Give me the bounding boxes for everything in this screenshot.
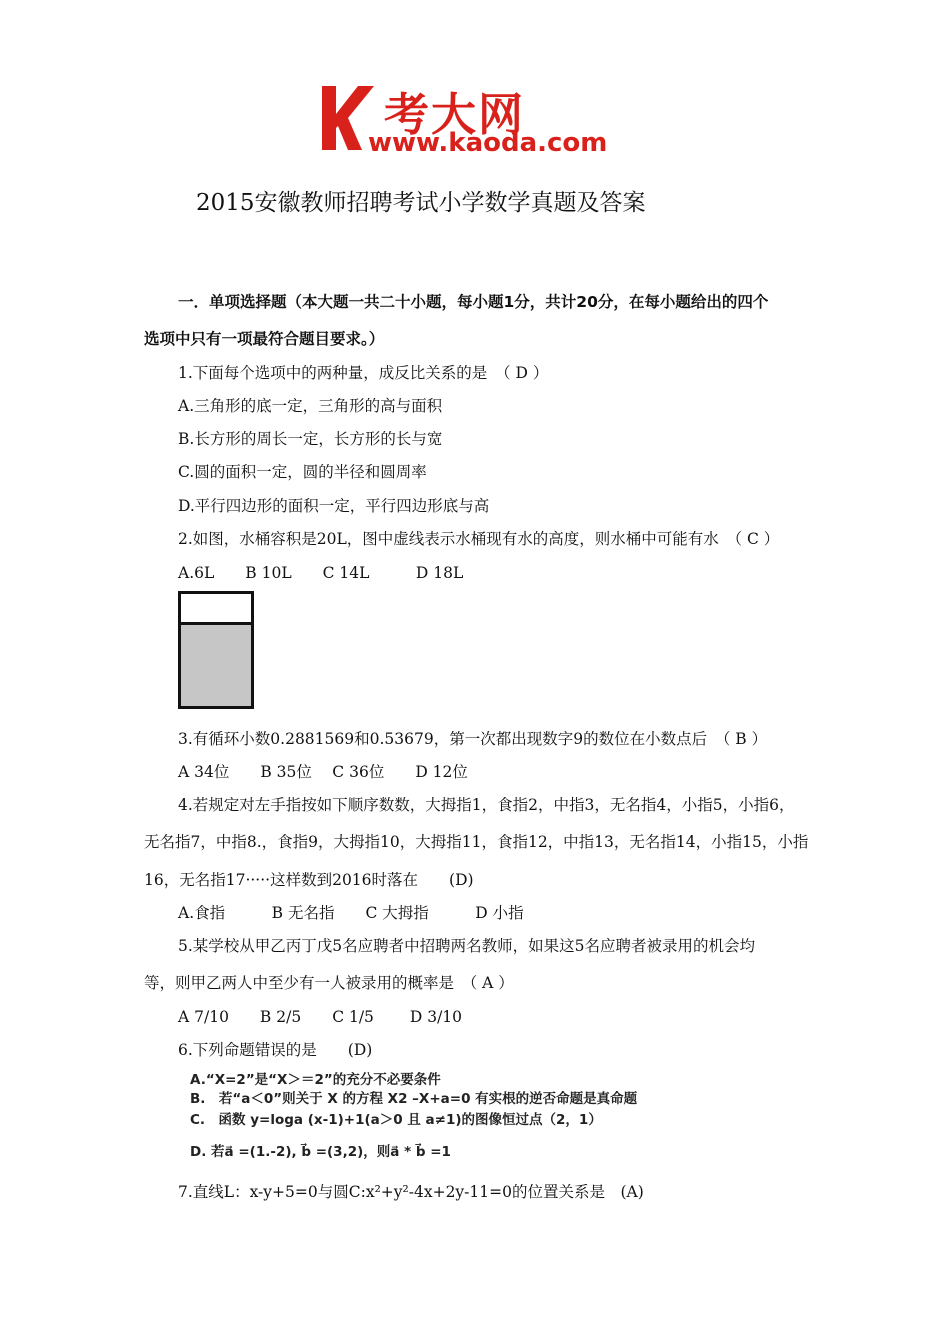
q1-option-b: B.长方形的周长一定，长方形的长与宽 [178,430,443,448]
q5-line1: 5.某学校从甲乙丙丁戊5名应聘者中招聘两名教师，如果这5名应聘者被录用的机会均 [178,937,756,955]
section-heading-line2: 选项中只有一项最符合题目要求。） [144,330,385,348]
q3-options: A 34位 B 35位 C 36位 D 12位 [178,763,468,781]
q2-stem: 2.如图，水桶容积是20L，图中虚线表示水桶现有水的高度，则水桶中可能有水 （ C ） [178,530,780,548]
q6-option-b: B. 若“a＜0”则关于 X 的方程 X2 –X+a=0 有实根的逆否命题是真命题 [190,1091,638,1107]
kaoda-logo [318,80,640,160]
q5-line2: 等，则甲乙两人中至少有一人被录用的概率是 （ A ） [144,974,514,992]
q6-option-d: D. 若a⃗ =(1.-2), b⃗ =(3,2)，则a⃗ * b⃗ =1 [190,1144,451,1160]
page-title: 2015安徽教师招聘考试小学数学真题及答案 [196,190,646,216]
logo-brand-text: 考大网 [384,88,526,141]
q1-stem: 1.下面每个选项中的两种量，成反比关系的是 （ D ） [178,364,549,382]
q1-option-a: A.三角形的底一定，三角形的高与面积 [178,397,443,415]
q6-option-c: C. 函数 y=loga (x-1)+1(a＞0 且 a≠1)的图像恒过点（2，1） [190,1112,602,1128]
bucket-water-level [181,622,251,706]
q4-options: A.食指 B 无名指 C 大拇指 D 小指 [178,904,524,922]
logo-url-text: www.kaoda.com [368,128,608,158]
q5-options: A 7/10 B 2/5 C 1/5 D 3/10 [178,1008,463,1026]
water-bucket-figure [178,591,254,709]
q2-options: A.6L B 10L C 14L D 18L [178,564,464,582]
q7-stem: 7.直线L：x-y+5=0与圆C:x²+y²-4x+2y-11=0的位置关系是 (A) [178,1183,644,1201]
q1-option-c: C.圆的面积一定，圆的半径和圆周率 [178,463,427,481]
section-heading-line1: 一．单项选择题（本大题一共二十小题，每小题1分，共计20分，在每小题给出的四个 [178,293,769,311]
q3-stem: 3.有循环小数0.2881569和0.53679，第一次都出现数字9的数位在小数点后 （ B ） [178,730,768,748]
q1-option-d: D.平行四边形的面积一定，平行四边形底与高 [178,497,490,515]
q6-option-a: A.“X=2”是“X＞＝2”的充分不必要条件 [190,1072,441,1088]
q6-stem: 6.下列命题错误的是 (D) [178,1041,373,1059]
q4-line3: 16，无名指17·····这样数到2016时落在 (D) [144,871,474,889]
q4-line1: 4.若规定对左手指按如下顺序数数，大拇指1，食指2，中指3，无名指4，小指5，小指6， [178,796,795,814]
q4-line2: 无名指7，中指8.，食指9，大拇指10，大拇指11，食指12，中指13，无名指14，小指15，小指 [144,833,809,851]
